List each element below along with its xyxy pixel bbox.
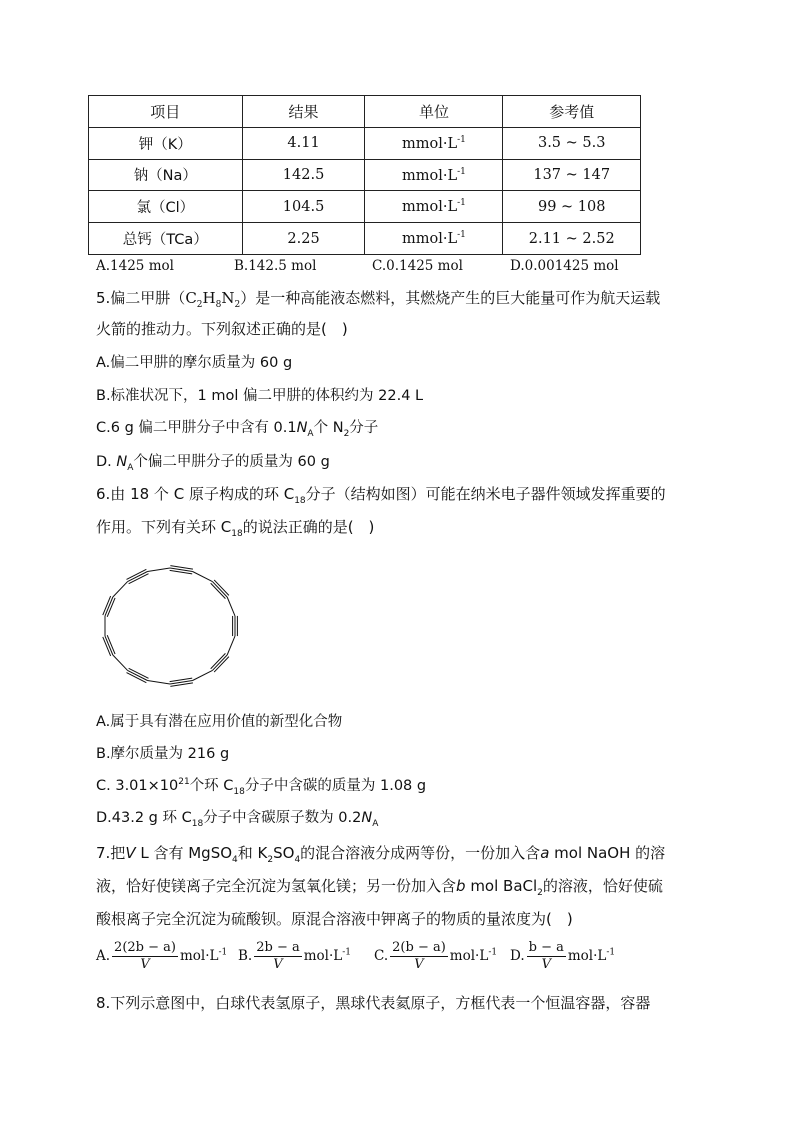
q4-option-b: B.142.5 mol	[234, 258, 317, 274]
q7-option-c: C. $\frac{2(b - a)}{V}$ $mol\cdot L^{-1}$	[374, 940, 498, 972]
q6-option-b: B.摩尔质量为 216 g	[96, 746, 230, 762]
triple-bond-inner	[214, 580, 229, 595]
row-unit: $mmol\cdot L^{-1}$	[365, 127, 503, 159]
triple-bond-inner	[126, 569, 146, 579]
q4-option-a: A.1425 mol	[96, 258, 174, 274]
q5-option-a: A.偏二甲肼的摩尔质量为 60 g	[96, 355, 293, 371]
row-unit: $mmol\cdot L^{-1}$	[365, 159, 503, 191]
q7-option-d: D. $\frac{b - a}{V}$ $mol\cdot L^{-1}$	[510, 940, 616, 972]
single-bond	[193, 571, 213, 581]
triple-bond-center	[212, 582, 227, 597]
single-bond	[147, 681, 170, 684]
row-item: 总钙（TCa）	[89, 223, 243, 255]
single-bond	[227, 636, 235, 655]
table-header-row	[89, 96, 641, 128]
q7-options	[96, 940, 736, 980]
row-item: 氯（Cl）	[89, 191, 243, 223]
header-item: 项目	[89, 96, 243, 128]
q6-option-d: D.43.2 g 环 $C_{18}$分子中含碳原子数为 $0.2N_A$	[96, 810, 379, 829]
triple-bond-outer	[129, 574, 149, 584]
header-reference: 参考值	[503, 96, 641, 128]
q8-stem: 8.下列示意图中，白球代表氢原子，黑球代表氦原子，方框代表一个恒温容器，容器	[96, 994, 651, 1012]
triple-bond-center	[128, 670, 148, 680]
row-result: 2.25	[242, 223, 365, 255]
q4-options	[96, 258, 656, 278]
q7-stem-line2: 液，恰好使镁离子完全沉淀为氢氧化镁；另一份加入含b mol BaCl$_2$的溶液，恰好使硫	[96, 877, 663, 898]
q5-option-d: D. $N_A$个偏二甲肼分子的质量为 60 g	[96, 454, 330, 473]
triple-bond-center	[128, 571, 148, 581]
row-unit: $mmol\cdot L^{-1}$	[365, 191, 503, 223]
triple-bond-inner	[214, 657, 229, 672]
table-row	[89, 191, 641, 223]
single-bond	[147, 568, 170, 571]
q6-stem-line2: 作用。下列有关环 $C_{18}$的说法正确的是( )	[96, 518, 375, 539]
q5-stem: 5.偏二甲肼$(C_2H_8N_2)$是一种高能液态燃料，其燃烧产生的巨大能量可作为航天运载	[96, 289, 661, 310]
table-row	[89, 223, 641, 255]
q6-option-a: A.属于具有潜在应用价值的新型化合物	[96, 714, 343, 730]
q4-option-c: C.0.1425 mol	[372, 258, 463, 274]
table-row	[89, 159, 641, 191]
header-unit: 单位	[365, 96, 503, 128]
single-bond	[113, 655, 128, 670]
triple-bond-outer	[211, 583, 226, 598]
q5-option-c: C.6 g 偏二甲肼分子中含有 $0.1N_A$个 $N_2$分子	[96, 420, 379, 439]
row-reference: 99 ~ 108	[503, 191, 641, 223]
row-reference: 2.11 ~ 2.52	[503, 223, 641, 255]
header-result: 结果	[242, 96, 365, 128]
row-reference: 3.5 ~ 5.3	[503, 127, 641, 159]
row-result: 104.5	[242, 191, 365, 223]
q5-option-b: B.标准状况下，1 mol 偏二甲肼的体积约为 22.4 L	[96, 388, 424, 404]
triple-bond-outer	[129, 668, 149, 678]
cyclocarbon-ring-diagram	[98, 562, 243, 692]
q5-stem-line2: 火箭的推动力。下列叙述正确的是( )	[96, 320, 348, 338]
triple-bond-outer	[211, 653, 226, 668]
lab-results-table	[88, 95, 641, 255]
triple-bond-center	[212, 655, 227, 670]
q6-stem: 6.由 18 个 C 原子构成的环 $C_{18}$分子（结构如图）可能在纳米电子器件领域发挥重要的	[96, 485, 666, 506]
single-bond	[193, 670, 213, 680]
q7-option-a: A. $\frac{2(2b - a)}{V}$ $mol\cdot L^{-1}$	[96, 940, 228, 972]
triple-bond-inner	[126, 673, 146, 683]
single-bond	[113, 582, 128, 597]
row-unit: $mmol\cdot L^{-1}$	[365, 223, 503, 255]
q7-option-b: B. $\frac{2b - a}{V}$ $mol\cdot L^{-1}$	[238, 940, 352, 972]
row-reference: 137 ~ 147	[503, 159, 641, 191]
q7-stem-line3: 酸根离子完全沉淀为硫酸钡。原混合溶液中钾离子的物质的量浓度为( )	[96, 910, 573, 928]
row-result: 142.5	[242, 159, 365, 191]
single-bond	[227, 597, 235, 616]
row-item: 钾（K）	[89, 127, 243, 159]
row-result: 4.11	[242, 127, 365, 159]
q6-option-c: C. $3.01\times 10^{21}$个环 $C_{18}$分子中含碳的质量为 1.08 g	[96, 777, 427, 797]
row-item: 钠（Na）	[89, 159, 243, 191]
q4-option-d: D.0.001425 mol	[510, 258, 619, 274]
table-row	[89, 127, 641, 159]
q7-stem: 7.把V L 含有 MgSO$_4$和 $K_2SO_4$的混合溶液分成两等份，一份加入含a mol NaOH 的溶	[96, 844, 666, 865]
